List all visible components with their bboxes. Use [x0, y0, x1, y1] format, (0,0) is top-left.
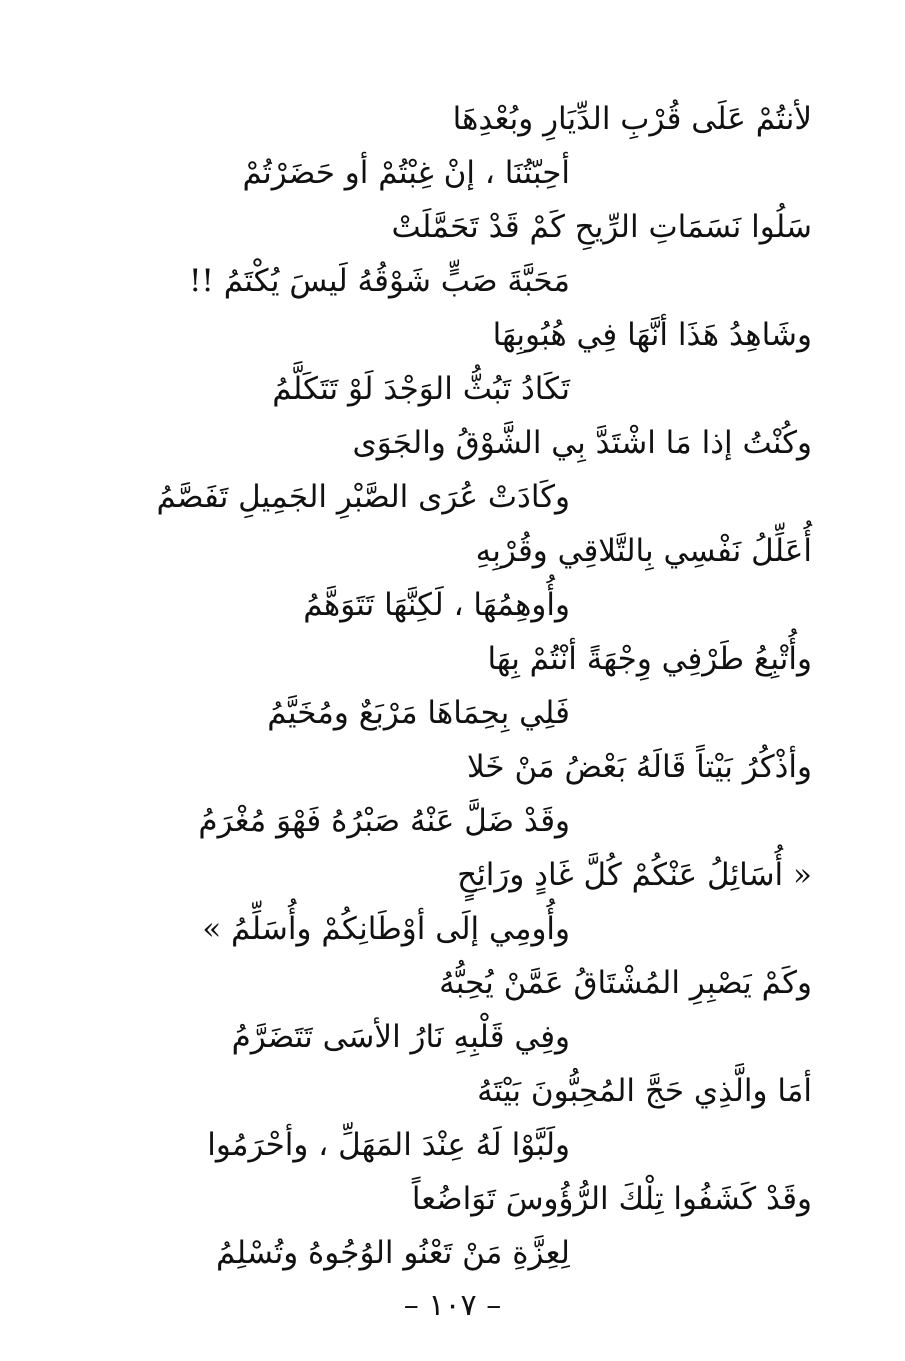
page-number: – ١٠٧ – [403, 1288, 502, 1323]
poem [140, 92, 820, 1280]
verse-second-hemistich: تَكَادُ تَبُثُّ الوَجْدَ لَوْ تَتَكَلَّمُ [272, 371, 570, 407]
verse-second-hemistich: وكَادَتْ عُرَى الصَّبْرِ الجَمِيلِ تَفَصَّمُ [156, 479, 570, 515]
verse [140, 308, 820, 416]
verse [140, 416, 820, 524]
verse [140, 956, 820, 1064]
verse-first-hemistich: وكَمْ يَصْبِرِ المُشْتَاقُ عَمَّنْ يُحِبُّهُ [439, 965, 812, 1001]
verse-second-hemistich: فَلِي بِحِمَاهَا مَرْبَعٌ ومُخَيَّمُ [267, 695, 570, 731]
verse-first-hemistich: أمَا والَّذِي حَجَّ المُحِبُّونَ بَيْتَهُ [477, 1073, 812, 1109]
verse-second-hemistich: ولَبَّوْا لَهُ عِنْدَ المَهَلِّ ، وأحْرَمُوا [207, 1127, 570, 1163]
verse-first-hemistich: وكُنْتُ إذا مَا اشْتَدَّ بِي الشَّوْقُ والجَوَى [352, 425, 812, 461]
verse [140, 740, 820, 848]
verse-first-hemistich: وأُتْبِعُ طَرْفِي وِجْهَةً أنْتُمْ بِهَا [487, 641, 812, 677]
verse [140, 632, 820, 740]
verse [140, 524, 820, 632]
verse-second-hemistich: وفِي قَلْبِهِ نَارُ الأسَى تَتَضَرَّمُ [231, 1019, 570, 1055]
verse-second-hemistich: وأُوهِمُهَا ، لَكِنَّهَا تَتَوَهَّمُ [303, 587, 570, 623]
verse-first-hemistich: لأنتُمْ عَلَى قُرْبِ الدِّيَارِ وبُعْدِهَا [452, 101, 812, 137]
verse-second-hemistich: مَحَبَّةَ صَبٍّ شَوْقُهُ لَيسَ يُكْتَمُ !! [188, 263, 570, 299]
verse [140, 1172, 820, 1280]
verse-second-hemistich: لِعِزَّةِ مَنْ تَعْنُو الوُجُوهُ وتُسْلِمُ [216, 1235, 570, 1271]
verse-first-hemistich: أُعَلِّلُ نَفْسِي بِالتَّلاقِي وقُرْبِهِ [475, 533, 812, 569]
verse-second-hemistich: وقَدْ ضَلَّ عَنْهُ صَبْرُهُ فَهْوَ مُغْرَمُ [198, 803, 570, 839]
verse [140, 200, 820, 308]
verse-second-hemistich: أحِبّتُنَا ، إنْ غِبْتُمْ أو حَضَرْتُمْ [242, 155, 570, 191]
verse-first-hemistich: وقَدْ كَشَفُوا تِلْكَ الرُّؤُوسَ تَوَاضُعاً [411, 1181, 812, 1217]
verse [140, 92, 820, 200]
verse [140, 1064, 820, 1172]
verse-first-hemistich: سَلُوا نَسَمَاتِ الرِّيحِ كَمْ قَدْ تَحَمَّلَتْ [391, 209, 812, 245]
verse-first-hemistich: وأذْكُرُ بَيْتاً قَالَهُ بَعْضُ مَنْ خَلا [466, 749, 812, 785]
verse-second-hemistich: وأُومِي إلَى أوْطَانِكُمْ وأُسَلِّمُ » [202, 911, 570, 947]
verse-first-hemistich: « أُسَائِلُ عَنْكُمْ كُلَّ غَادٍ ورَائِحٍ [457, 857, 812, 893]
verse [140, 848, 820, 956]
verse-first-hemistich: وشَاهِدُ هَذَا أنَّهَا فِي هُبُوبِهَا [492, 317, 812, 353]
